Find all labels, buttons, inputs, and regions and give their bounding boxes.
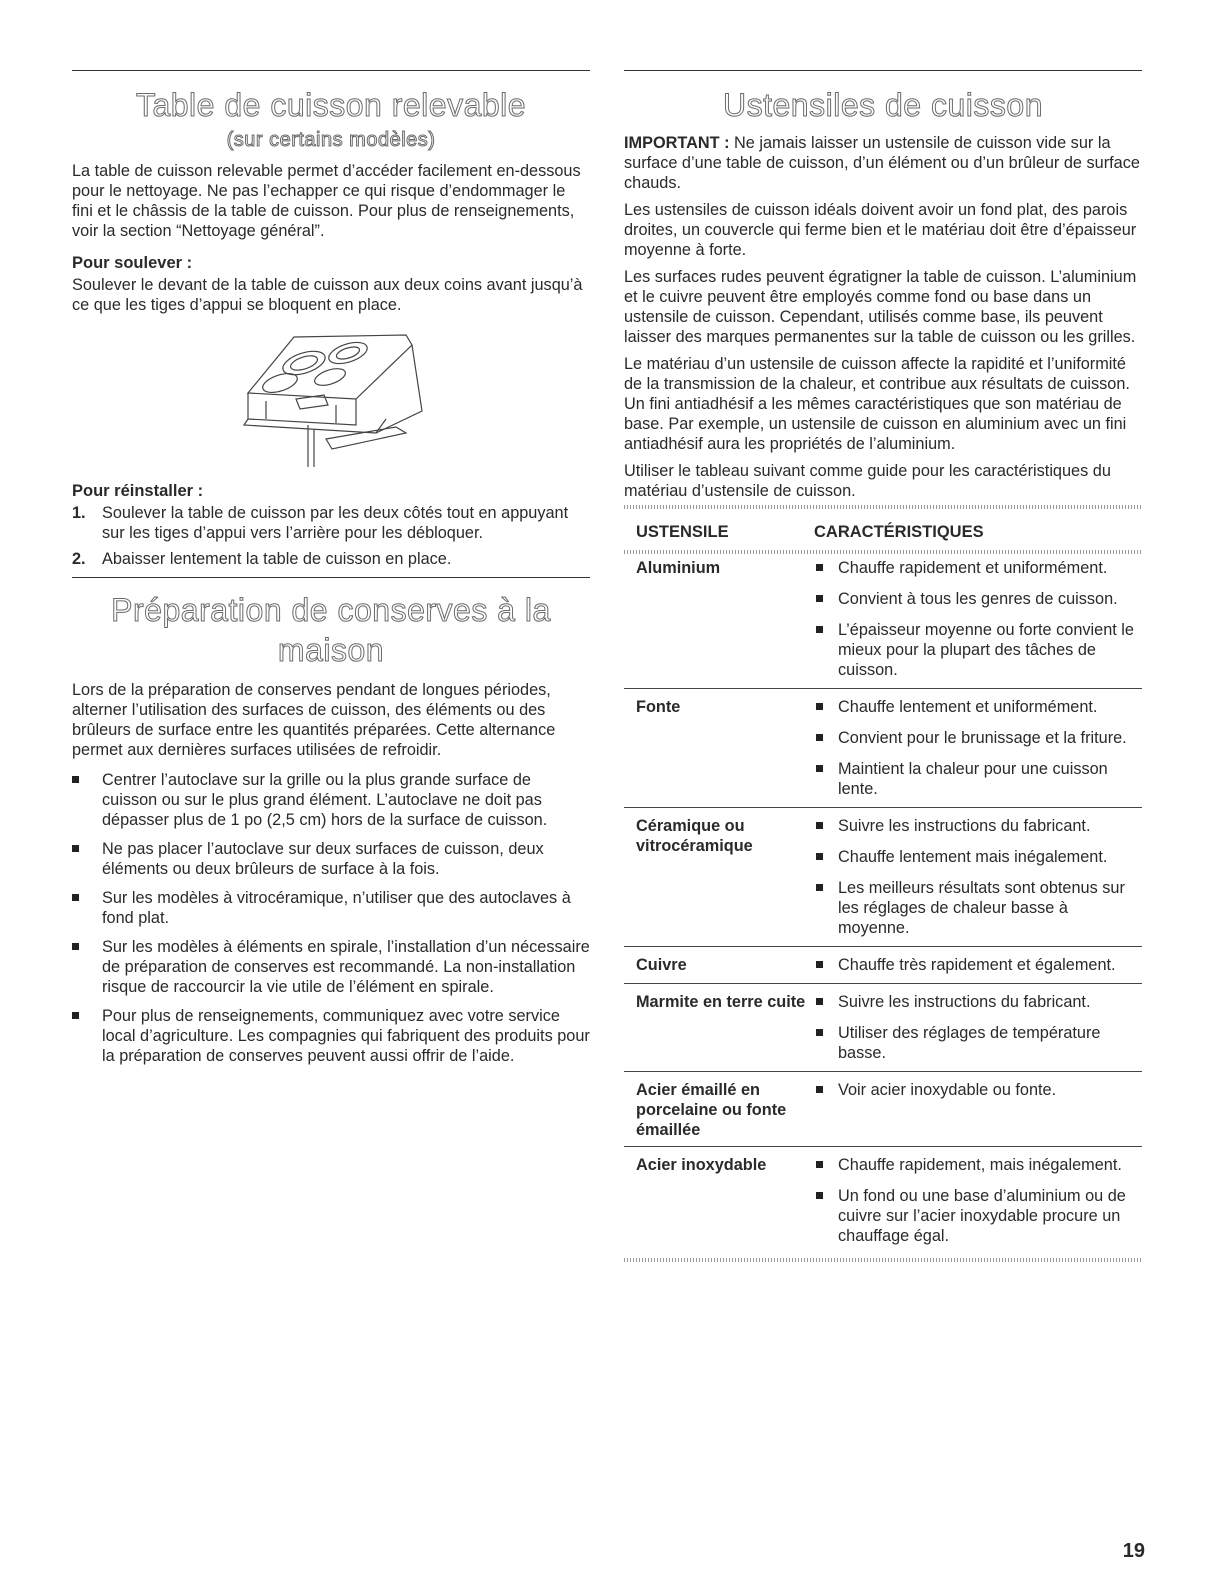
feature-item (814, 816, 1134, 836)
important-note (624, 133, 1142, 193)
step-text: Abaisser lentement la table de cuisson en place. (102, 550, 452, 568)
utensil-cell: Acier émaillé en porcelaine ou fonte émaillée (636, 1081, 787, 1139)
table-row (624, 947, 1142, 984)
lift-heading: Pour soulever : (72, 254, 193, 272)
square-bullet-icon (816, 765, 823, 772)
characteristics-cell (814, 808, 1142, 947)
table-row (624, 808, 1142, 947)
right-column (624, 70, 1142, 1266)
table-bottom-dotted-rule (624, 1258, 1142, 1262)
table-top-dotted-rule (624, 505, 1142, 509)
feature-item (814, 1155, 1134, 1175)
top-rule-right (624, 70, 1142, 71)
reinstall-steps (72, 503, 590, 569)
feature-item (814, 992, 1134, 1012)
feature-text: Chauffe rapidement et uniformément. (838, 559, 1108, 577)
important-label: IMPORTANT : (624, 134, 730, 152)
square-bullet-icon (816, 1192, 823, 1199)
important-text: Ne jamais laisser un ustensile de cuisson vide sur la surface d’une table de cuisson, d’un élément ou d’un brûleur de surface chauds. (624, 134, 1140, 192)
bullet-text: Sur les modèles à vitrocéramique, n’utiliser que des autoclaves à fond plat. (102, 889, 571, 927)
square-bullet-icon (72, 1012, 79, 1019)
step-item (72, 503, 590, 543)
utensil-cell: Aluminium (636, 559, 721, 577)
lift-text: Soulever le devant de la table de cuisson aux deux coins avant jusqu’à ce que les tiges d’appui se bloquent en place. (72, 276, 583, 314)
square-bullet-icon (816, 998, 823, 1005)
square-bullet-icon (816, 1029, 823, 1036)
utensil-cell: Céramique ou vitrocéramique (636, 817, 753, 855)
feature-text: Chauffe lentement et uniformément. (838, 698, 1098, 716)
table-header-row (624, 513, 1142, 550)
square-bullet-icon (816, 626, 823, 633)
characteristics-cell (814, 1147, 1142, 1255)
feature-item (814, 955, 1134, 975)
feature-item (814, 1186, 1134, 1246)
lift-intro: La table de cuisson relevable permet d’accéder facilement en-dessous pour le nettoyage. Ne pas l’echapper ce qui risque d’endommager le fini et le châssis de la table de cuisson. Pour plus de renseignements, voir la section “Nettoyage général”. (72, 162, 581, 240)
utensil-cell: Cuivre (636, 956, 687, 974)
feature-item (814, 878, 1134, 938)
table-body (624, 550, 1142, 1254)
table-row (624, 1147, 1142, 1255)
top-rule-left (72, 70, 590, 71)
feature-text: Convient à tous les genres de cuisson. (838, 590, 1118, 608)
bullet-item (72, 1006, 590, 1066)
bullet-item (72, 839, 590, 879)
feature-text: Utiliser des réglages de température basse. (838, 1024, 1101, 1062)
section-title-cookware: Ustensiles de cuisson (723, 87, 1043, 123)
page-number: 19 (1122, 1540, 1145, 1562)
cookware-paragraph: Les surfaces rudes peuvent égratigner la table de cuisson. L’aluminium et le cuivre peuvent être employés comme fond ou base dans un ustensile de cuisson. Cependant, utilisés comme base, ils peuvent laisser des marques permanentes sur la table de cuisson ou les grilles. (624, 268, 1137, 346)
feature-text: Chauffe lentement mais inégalement. (838, 848, 1108, 866)
bullet-item (72, 888, 590, 928)
reinstall-heading: Pour réinstaller : (72, 482, 204, 500)
square-bullet-icon (72, 943, 79, 950)
feature-text: Les meilleurs résultats sont obtenus sur les réglages de chaleur basse à moyenne. (838, 879, 1125, 937)
canning-bullets (72, 770, 590, 1066)
utensil-cell: Acier inoxydable (636, 1156, 767, 1174)
section-title-canning: Préparation de conserves à la maison (111, 592, 551, 668)
feature-text: Suivre les instructions du fabricant. (838, 817, 1091, 835)
square-bullet-icon (72, 894, 79, 901)
feature-text: Voir acier inoxydable ou fonte. (838, 1081, 1057, 1099)
square-bullet-icon (816, 595, 823, 602)
step-text: Soulever la table de cuisson par les deux côtés tout en appuyant sur les tiges d’appui vers l’arrière pour les débloquer. (102, 504, 569, 542)
square-bullet-icon (816, 822, 823, 829)
feature-item (814, 728, 1134, 748)
table-row (624, 1072, 1142, 1147)
cookware-paragraph: Les ustensiles de cuisson idéals doivent avoir un fond plat, des parois droites, un couvercle qui ferme bien et le matériau doit être d’épaisseur moyenne à forte. (624, 201, 1137, 259)
canning-intro: Lors de la préparation de conserves pendant de longues périodes, alterner l’utilisation des surfaces de cuisson, des éléments ou des brûleurs de surface entre les quantités préparées. Cette alternance permet aux dernières surfaces utilisées de refroidir. (72, 681, 556, 759)
characteristics-cell (814, 947, 1142, 984)
utensil-cell: Fonte (636, 698, 681, 716)
feature-text: L’épaisseur moyenne ou forte convient le mieux pour la plupart des tâches de cuisson. (838, 621, 1134, 679)
bullet-item (72, 770, 590, 830)
feature-text: Un fond ou une base d’aluminium ou de cuivre sur l’acier inoxydable procure un chauffage égal. (838, 1187, 1126, 1245)
left-column (72, 70, 590, 1075)
bullet-text: Centrer l’autoclave sur la grille ou la plus grande surface de cuisson ou sur le plus grand élément. L’autoclave ne doit pas dépasser plus de 1 po (2,5 cm) hors de la surface de cuisson. (102, 771, 548, 829)
feature-item (814, 847, 1134, 867)
square-bullet-icon (72, 845, 79, 852)
section-rule (72, 577, 590, 578)
characteristics-cell (814, 1072, 1142, 1147)
square-bullet-icon (816, 734, 823, 741)
square-bullet-icon (816, 853, 823, 860)
feature-item (814, 558, 1134, 578)
feature-item (814, 697, 1134, 717)
utensil-cell: Marmite en terre cuite (636, 993, 806, 1011)
cooktop-illustration (236, 329, 426, 469)
section-title-lift-cooktop: Table de cuisson relevable (135, 87, 527, 123)
characteristics-cell (814, 550, 1142, 689)
table-row (624, 984, 1142, 1072)
section-subtitle: (sur certains modèles) (226, 129, 436, 151)
table-row (624, 550, 1142, 689)
feature-text: Chauffe très rapidement et également. (838, 956, 1116, 974)
step-number: 2. (72, 550, 86, 568)
cookware-paragraph: Utiliser le tableau suivant comme guide pour les caractéristiques du matériau d’ustensile de cuisson. (624, 462, 1111, 500)
feature-text: Convient pour le brunissage et la friture. (838, 729, 1127, 747)
bullet-text: Sur les modèles à éléments en spirale, l’installation d’un nécessaire de préparation de conserves est recommandé. La non-installation risque de raccourcir la vie utile de l’élément en spirale. (102, 938, 590, 996)
square-bullet-icon (816, 564, 823, 571)
characteristics-cell (814, 689, 1142, 808)
feature-item (814, 1023, 1134, 1063)
square-bullet-icon (816, 703, 823, 710)
feature-text: Suivre les instructions du fabricant. (838, 993, 1091, 1011)
square-bullet-icon (72, 776, 79, 783)
square-bullet-icon (816, 1161, 823, 1168)
step-item (72, 549, 590, 569)
cookware-table (624, 513, 1142, 1254)
feature-item (814, 589, 1134, 609)
bullet-text: Ne pas placer l’autoclave sur deux surfaces de cuisson, deux éléments ou deux brûleurs de surface à la fois. (102, 840, 544, 878)
cookware-paragraph: Le matériau d’un ustensile de cuisson affecte la rapidité et l’uniformité de la transmission de la chaleur, et contribue aux résultats de cuisson. Un fini antiadhésif a les mêmes caractéristiques que son matériau de base. Par exemple, un ustensile de cuisson en aluminium avec un fini antiadhésif aura les propriétés de l’aluminium. (624, 355, 1130, 453)
feature-text: Maintient la chaleur pour une cuisson lente. (838, 760, 1108, 798)
square-bullet-icon (816, 884, 823, 891)
square-bullet-icon (816, 961, 823, 968)
bullet-item (72, 937, 590, 997)
feature-text: Chauffe rapidement, mais inégalement. (838, 1156, 1122, 1174)
feature-item (814, 759, 1134, 799)
bullet-text: Pour plus de renseignements, communiquez avec votre service local d’agriculture. Les compagnies qui fabriquent des produits pour la préparation de conserves peuvent aussi offrir de l’aide. (102, 1007, 590, 1065)
square-bullet-icon (816, 1086, 823, 1093)
characteristics-cell (814, 984, 1142, 1072)
feature-item (814, 1080, 1134, 1100)
step-number: 1. (72, 504, 86, 522)
table-row (624, 689, 1142, 808)
header-characteristics: CARACTÉRISTIQUES (814, 523, 984, 541)
feature-item (814, 620, 1134, 680)
header-utensil: USTENSILE (636, 523, 729, 541)
